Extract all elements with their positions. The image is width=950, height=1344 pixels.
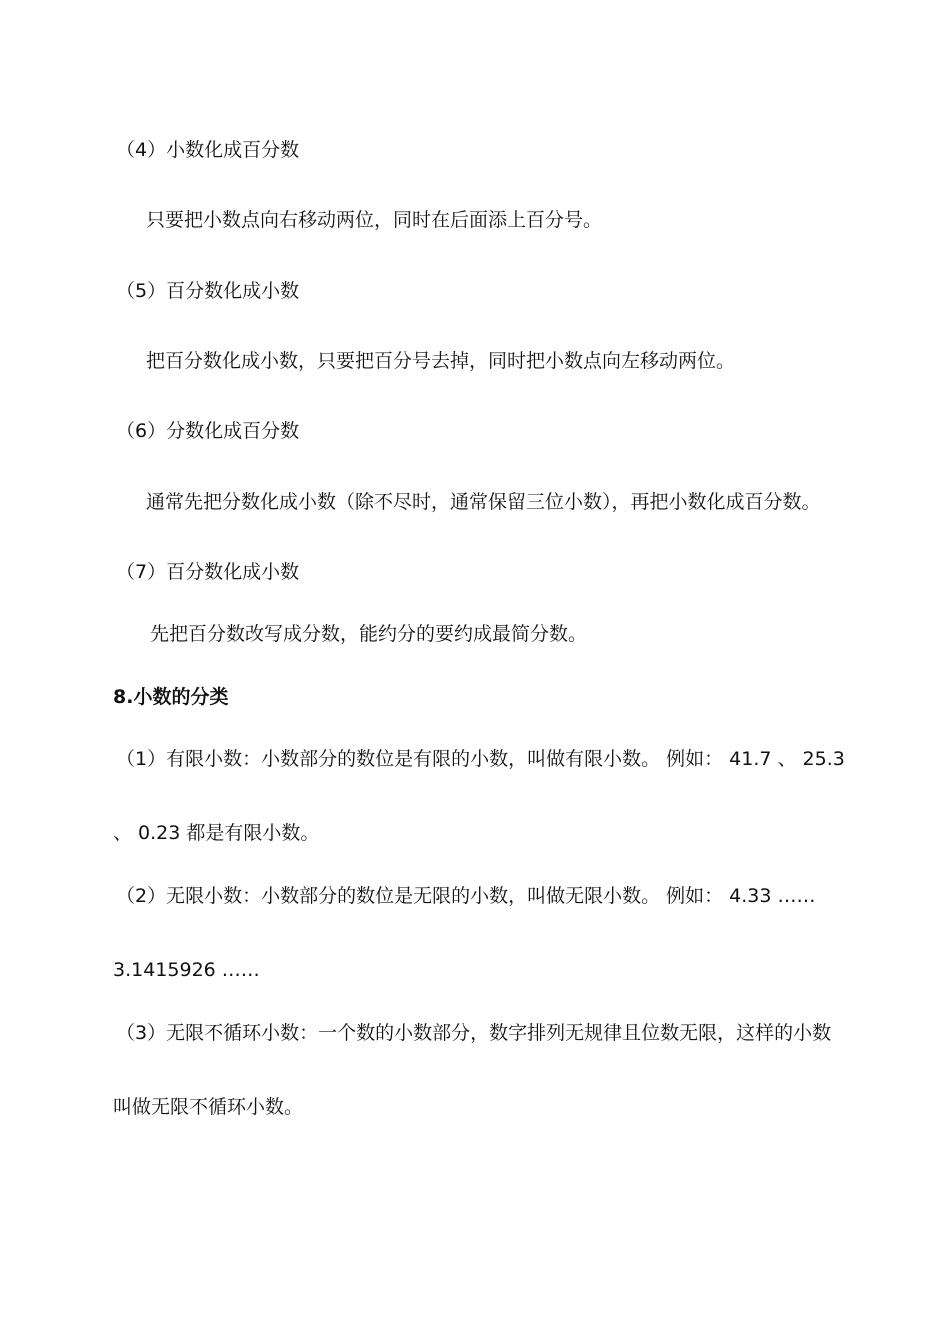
item-7-text: 先把百分数改写成分数，能约分的要约成最简分数。 [150, 623, 588, 645]
class-1-line-1: （1）有限小数：小数部分的数位是有限的小数，叫做有限小数。 例如： 41.7 、 25.3 [116, 748, 845, 770]
item-5-text: 把百分数化成小数，只要把百分号去掉，同时把小数点向左移动两位。 [146, 350, 736, 372]
class-3-line-1: （3）无限不循环小数：一个数的小数部分，数字排列无规律且位数无限，这样的小数 [116, 1022, 832, 1044]
item-6-text: 通常先把分数化成小数（除不尽时，通常保留三位小数），再把小数化成百分数。 [146, 491, 821, 513]
item-7-heading: （7）百分数化成小数 [116, 561, 300, 583]
item-4-text: 只要把小数点向右移动两位，同时在后面添上百分号。 [146, 209, 603, 231]
section-title: 8.小数的分类 [113, 686, 229, 708]
class-2-line-2: 3.1415926 …… [113, 959, 260, 981]
item-5-heading: （5）百分数化成小数 [116, 280, 300, 302]
item-6-heading: （6）分数化成百分数 [116, 420, 300, 442]
class-3-line-2: 叫做无限不循环小数。 [113, 1096, 304, 1118]
class-2-line-1: （2）无限小数：小数部分的数位是无限的小数，叫做无限小数。 例如： 4.33 …… [116, 885, 816, 907]
class-1-line-2: 、 0.23 都是有限小数。 [113, 822, 320, 844]
item-4-heading: （4）小数化成百分数 [116, 139, 300, 161]
